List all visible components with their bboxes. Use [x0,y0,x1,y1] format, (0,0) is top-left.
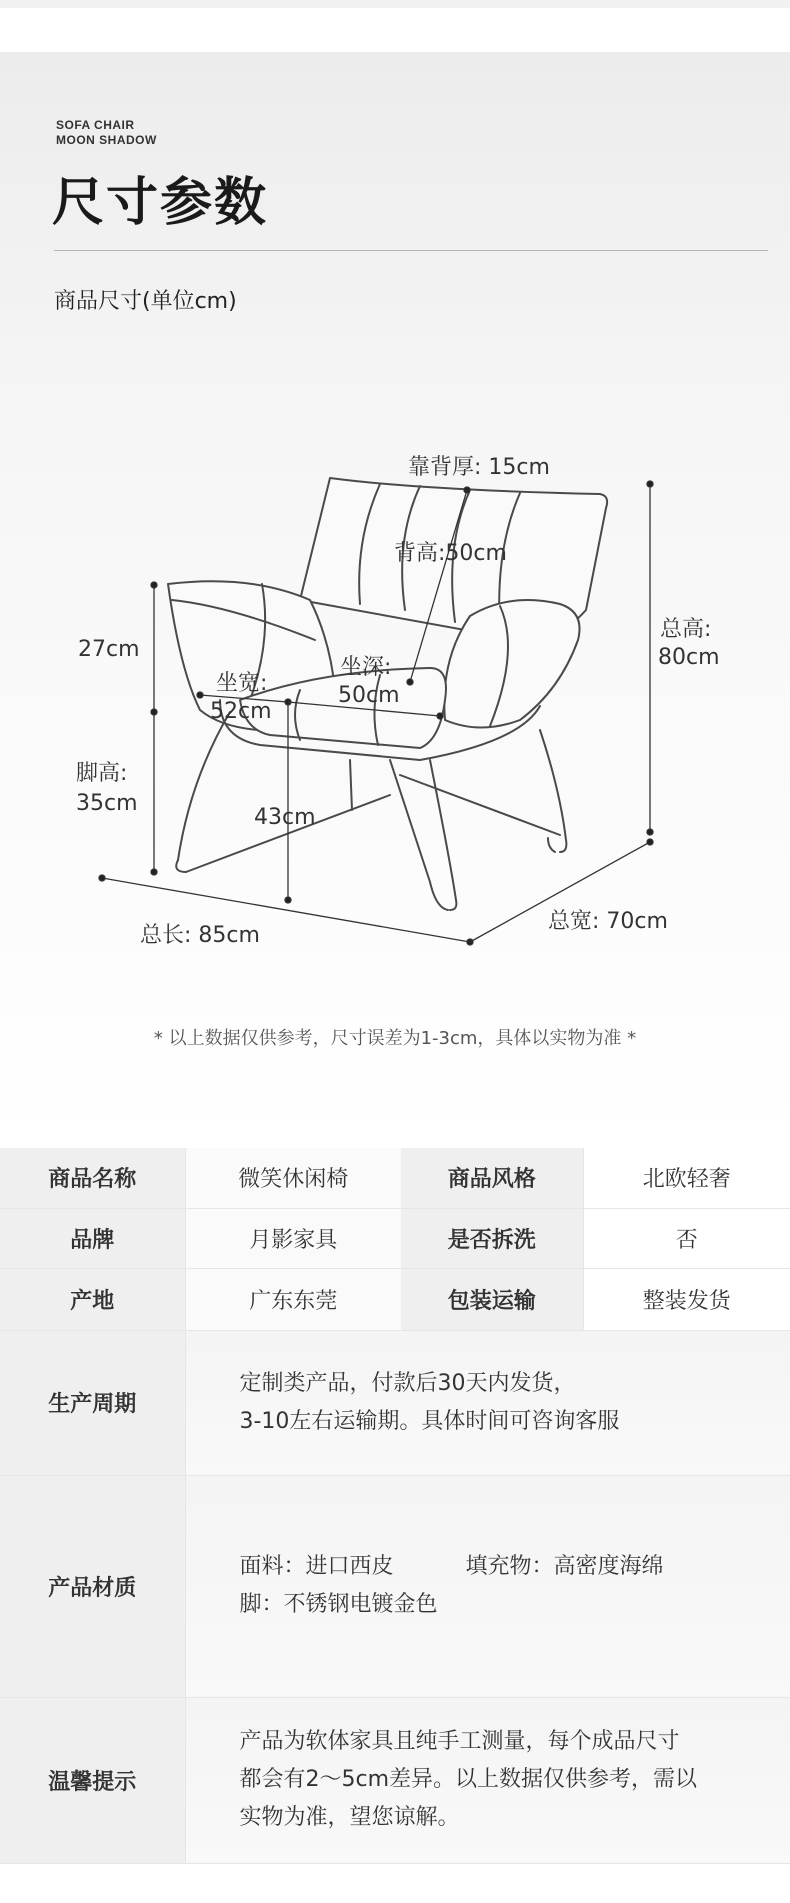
material-filling: 填充物：高密度海绵 [465,1554,664,1579]
seat-depth-label: 坐深: [340,655,392,680]
param-value-product-name: 微笑休闲椅 [185,1148,401,1208]
back-thickness-label: 靠背厚: 15cm [408,455,550,480]
param-key-product-name: 商品名称 [0,1148,185,1208]
material-row-1 [240,1548,751,1586]
param-value-style: 北欧轻奢 [583,1148,790,1208]
param-value-washable: 否 [583,1208,790,1268]
material-legs: 脚：不锈钢电镀金色 [239,1592,438,1617]
seat-depth-value: 50cm [338,683,400,708]
material-fabric: 面料：进口西皮 [239,1554,394,1579]
total-height-value: 80cm [658,645,720,670]
leg-height-label: 脚高: [76,761,128,786]
table-row [0,1475,790,1697]
total-length-label: 总长: 85cm [140,923,260,948]
eyebrow-line-1: SOFA CHAIR [56,118,135,132]
back-height-label: 背高:50cm [394,541,507,566]
param-value-origin: 广东东莞 [185,1268,401,1330]
param-key-brand: 品牌 [0,1208,185,1268]
param-value-shipping: 整装发货 [583,1268,790,1330]
page-title: 尺寸参数 [52,173,269,233]
seat-height-label: 43cm [254,805,316,830]
param-value-material [185,1475,790,1697]
cycle-line-2: 3-10左右运输期。具体时间可咨询客服 [239,1408,620,1434]
product-params-table [0,1148,790,1864]
param-value-brand: 月影家具 [185,1208,401,1268]
leg-height-value: 35cm [76,791,138,816]
table-row [0,1268,790,1330]
seat-width-value: 52cm [210,699,272,724]
tips-line-3: 实物为准，望您谅解。 [239,1805,460,1830]
param-value-production-cycle [185,1330,790,1475]
total-width-label: 总宽: 70cm [548,909,668,934]
param-key-shipping: 包装运输 [401,1268,583,1330]
table-row [0,1148,790,1208]
cycle-line-1: 定制类产品，付款后30天内发货， [239,1370,576,1396]
eyebrow-line-2: MOON SHADOW [56,133,157,147]
param-key-washable: 是否拆洗 [401,1208,583,1268]
param-key-material: 产品材质 [0,1475,185,1697]
param-key-tips: 温馨提示 [0,1697,185,1863]
table-row [0,1330,790,1475]
seat-width-label: 坐宽: [216,671,268,696]
size-subtitle: 商品尺寸(单位cm) [54,289,237,314]
tips-line-2: 都会有2～5cm差异。以上数据仅供参考，需以 [239,1767,698,1792]
table-row [0,1697,790,1863]
param-key-origin: 产地 [0,1268,185,1330]
total-height-label: 总高: [660,617,712,642]
param-key-production-cycle: 生产周期 [0,1330,185,1475]
param-key-style: 商品风格 [401,1148,583,1208]
param-value-tips [185,1697,790,1863]
table-row [0,1208,790,1268]
top-strip [0,0,790,52]
disclaimer: * 以上数据仅供参考，尺寸误差为1-3cm，具体以实物为准 * [153,1028,637,1049]
chair-dimension-diagram [0,52,790,1148]
tips-line-1: 产品为软体家具且纯手工测量，每个成品尺寸 [239,1729,680,1754]
arm-height-label: 27cm [78,637,140,662]
